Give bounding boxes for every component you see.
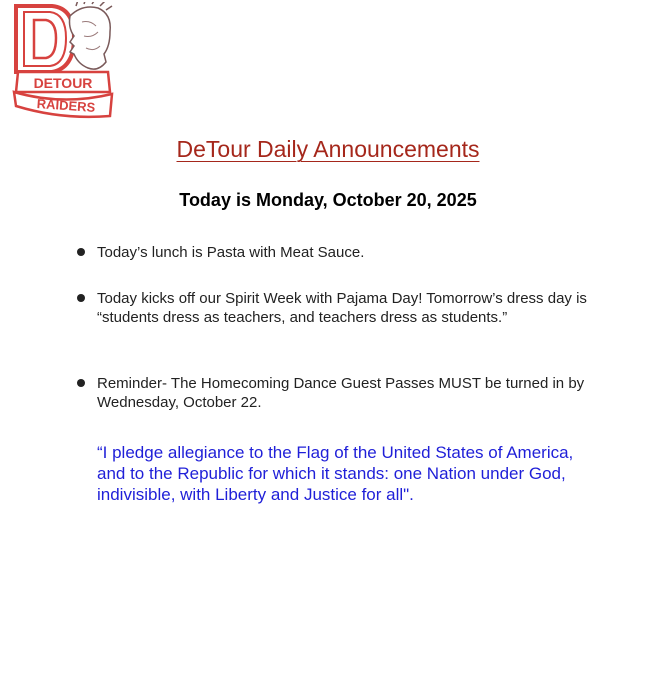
school-logo xyxy=(12,2,116,120)
pledge-of-allegiance: “I pledge allegiance to the Flag of the United States of America, and to the Republic for which it stands: one Nation under God, indivisible, with Liberty and Justice for all". xyxy=(97,443,574,504)
date-line: Today is Monday, October 20, 2025 xyxy=(179,190,477,210)
logo-line2: RAIDERS xyxy=(36,95,96,116)
page-title: DeTour Daily Announcements xyxy=(176,136,480,162)
list-item xyxy=(97,289,597,327)
announcement-text: Today’s lunch is Pasta with Meat Sauce. xyxy=(97,244,365,261)
raiders-logo-graphic xyxy=(12,2,116,120)
announcement-text: Today kicks off our Spirit Week with Pajama Day! Tomorrow’s dress day is “students dress as teachers, and teachers dress as students.” xyxy=(97,290,587,326)
bullet-icon xyxy=(77,248,85,256)
logo-line1: DETOUR xyxy=(33,75,93,91)
list-item xyxy=(97,243,597,262)
bullet-icon xyxy=(77,379,85,387)
bullet-icon xyxy=(77,294,85,302)
announcement-text: Reminder- The Homecoming Dance Guest Passes MUST be turned in by Wednesday, October 22. xyxy=(97,375,585,411)
list-item xyxy=(97,374,597,412)
